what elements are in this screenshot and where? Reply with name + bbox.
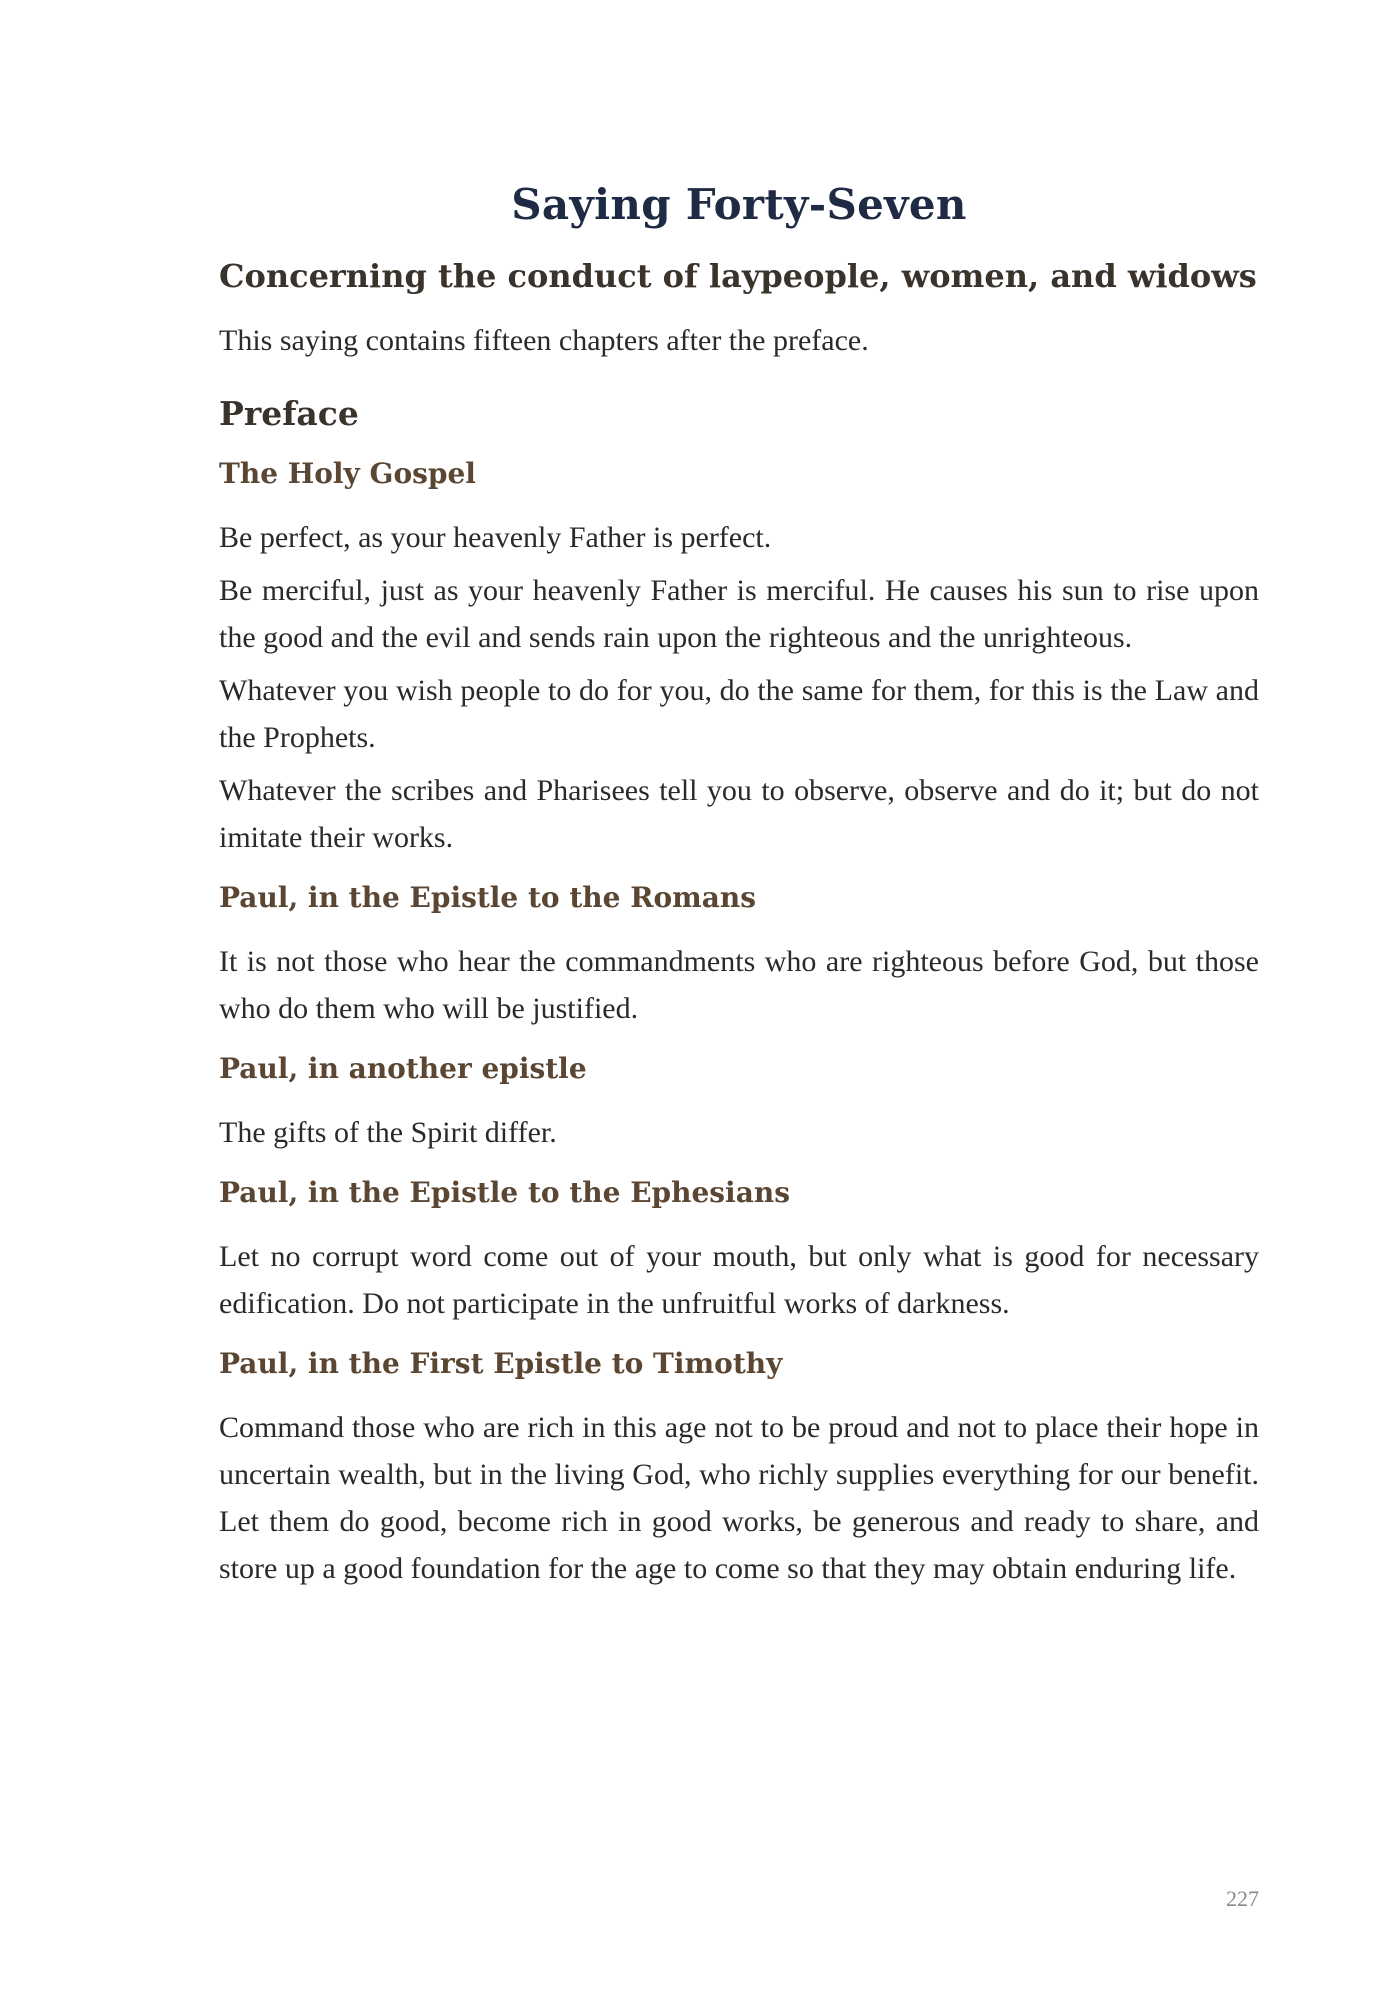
section-ephesians [219,1176,1259,1327]
section-heading: Paul, in the Epistle to the Romans [219,881,757,914]
section-heading: The Holy Gospel [219,457,476,490]
section-heading: Paul, in another epistle [219,1052,587,1085]
paragraph: Whatever the scribes and Pharisees tell you to observe, observe and do it; but do not imitate their works. [219,774,1259,854]
page-subtitle: Concerning the conduct of laypeople, women, and widows [219,257,1257,295]
page-title: Saying Forty-Seven [511,180,967,229]
page-number: 227 [1226,1886,1259,1911]
paragraph: Command those who are rich in this age not to be proud and not to place their hope in uncertain wealth, but in the living God, who richly supplies everything for our benefit. Let them do good, become rich in good works, be generous and ready to share, and store up a good foundation for the age to come so that they may obtain enduring life. [219,1411,1259,1585]
intro-text: This saying contains fifteen chapters after the preface. [219,324,869,357]
paragraph: Be merciful, just as your heavenly Father is merciful. He causes his sun to rise upon the good and the evil and sends rain upon the righteous and the unrighteous. [219,574,1259,654]
paragraph: Be perfect, as your heavenly Father is perfect. [219,521,772,554]
section-heading: Paul, in the First Epistle to Timothy [219,1347,783,1380]
paragraph: Whatever you wish people to do for you, do the same for them, for this is the Law and the Prophets. [219,674,1259,754]
document-page [219,180,1259,1612]
paragraph: It is not those who hear the commandments who are righteous before God, but those who do them who will be justified. [219,945,1259,1025]
section-holy-gospel [219,457,1259,861]
paragraph: Let no corrupt word come out of your mouth, but only what is good for necessary edification. Do not participate in the unfruitful works of darkness. [219,1240,1259,1320]
section-romans [219,881,1259,1032]
section-another-epistle [219,1052,1259,1156]
preface-heading: Preface [219,394,359,433]
paragraph: The gifts of the Spirit differ. [219,1116,557,1149]
section-timothy [219,1347,1259,1592]
section-heading: Paul, in the Epistle to the Ephesians [219,1176,790,1209]
